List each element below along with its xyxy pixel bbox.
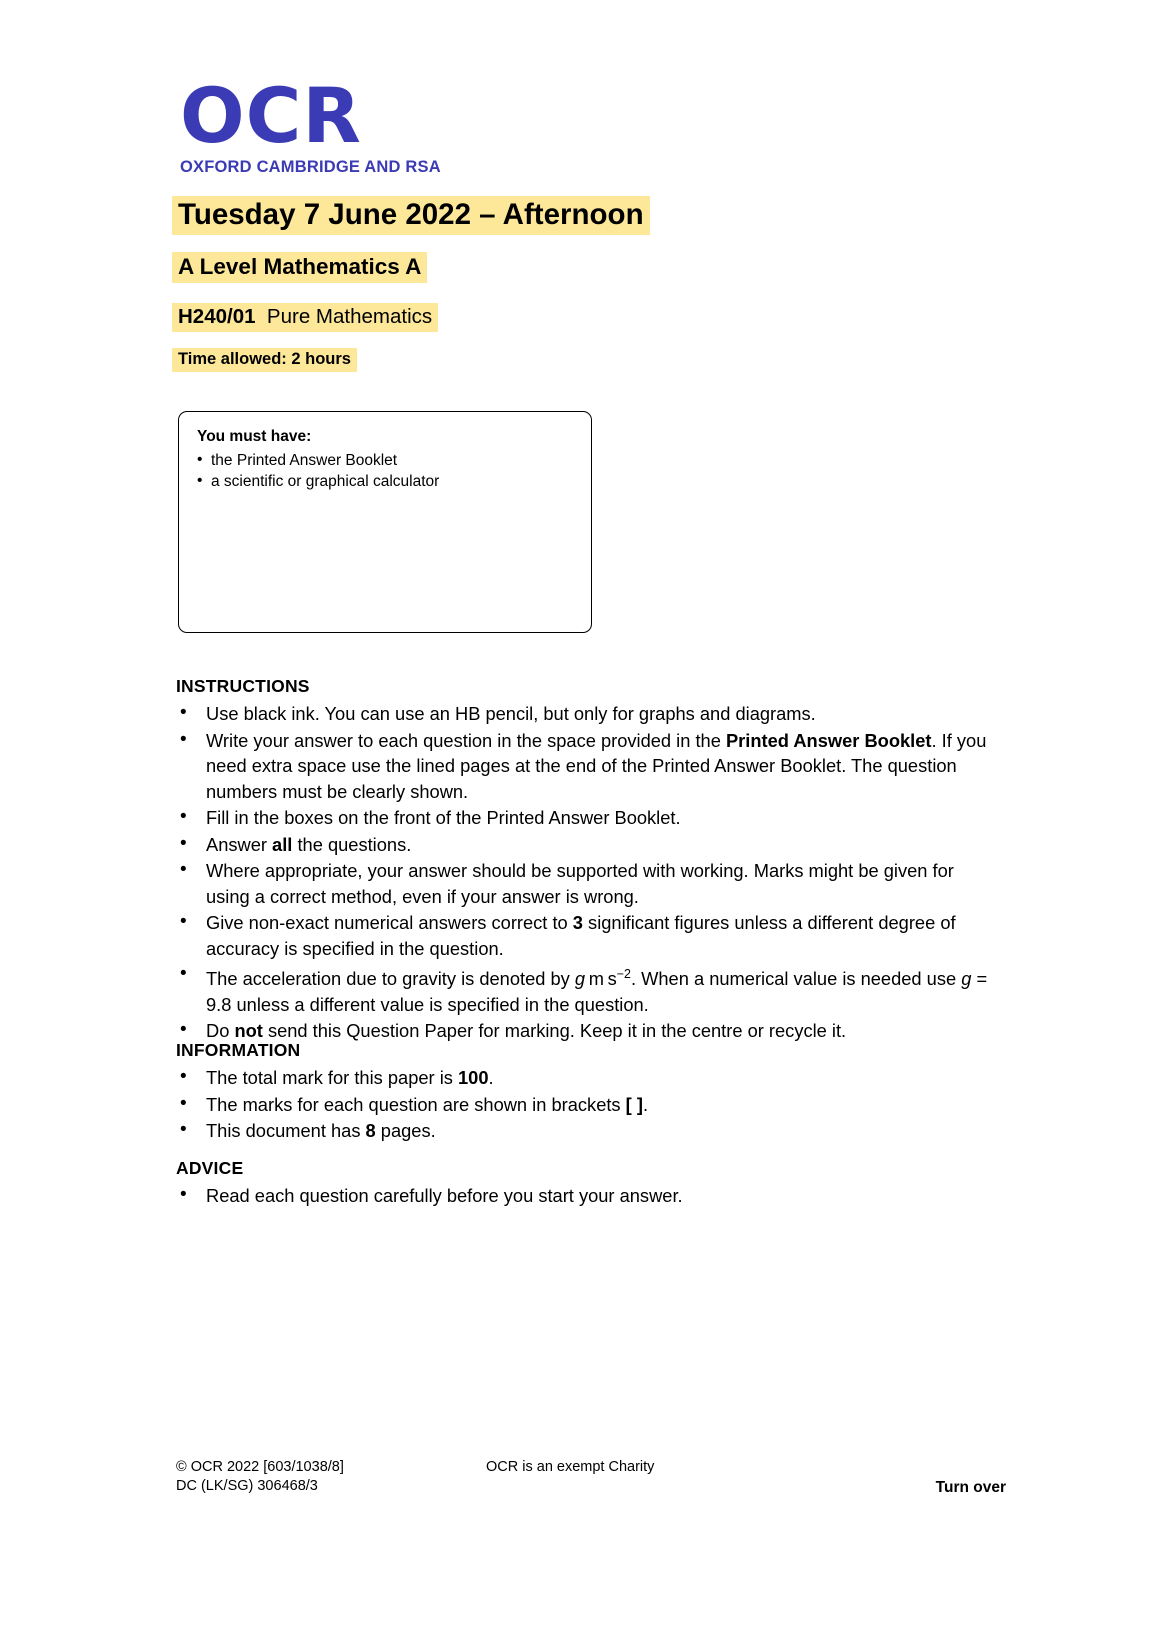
footer-left-block bbox=[176, 1458, 344, 1496]
list-item: • the Printed Answer Booklet bbox=[197, 450, 573, 471]
exam-time-allowed-text: Time allowed: 2 hours bbox=[172, 348, 357, 372]
footer-charity-note: OCR is an exempt Charity bbox=[486, 1459, 655, 1475]
ocr-logo-wordmark: OCR bbox=[180, 71, 362, 160]
list-item: • This document has 8 pages. bbox=[176, 1118, 996, 1144]
list-item: • Write your answer to each question in the space provided in the Printed Answer Booklet. If you need extra space use the lined pages at the end of the Printed Answer Booklet. The question numbers must be clearly shown. bbox=[176, 728, 996, 805]
exam-paper-line-inner bbox=[172, 303, 438, 332]
ocr-logo bbox=[180, 71, 600, 177]
advice-list bbox=[176, 1183, 996, 1209]
must-have-list bbox=[197, 450, 573, 492]
exam-qualification-text: A Level Mathematics A bbox=[172, 252, 427, 283]
list-item: • a scientific or graphical calculator bbox=[197, 471, 573, 492]
must-have-box bbox=[178, 411, 592, 633]
list-item: • Read each question carefully before you start your answer. bbox=[176, 1183, 996, 1209]
list-item: • Do not send this Question Paper for marking. Keep it in the centre or recycle it. bbox=[176, 1018, 996, 1044]
list-item: • The total mark for this paper is 100. bbox=[176, 1065, 996, 1091]
information-heading: INFORMATION bbox=[176, 1040, 301, 1060]
list-item: • The acceleration due to gravity is denoted by g m $s^{-2}$. When a numerical value is needed use g = 9.8 unless a different value is specified in the question. bbox=[176, 962, 996, 1017]
exam-date-session-text: Tuesday 7 June 2022 – Afternoon bbox=[172, 196, 650, 235]
ocr-logo-tagline: OXFORD CAMBRIDGE AND RSA bbox=[180, 158, 441, 176]
instructions-heading: INSTRUCTIONS bbox=[176, 676, 310, 696]
footer-copyright: © OCR 2022 [603/1038/8] bbox=[176, 1459, 344, 1475]
instructions-section bbox=[176, 676, 996, 1045]
exam-paper-line bbox=[172, 303, 438, 332]
exam-qualification bbox=[172, 252, 427, 283]
exam-paper-code: H240/01 bbox=[178, 305, 256, 328]
list-item: • The marks for each question are shown in brackets [ ]. bbox=[176, 1092, 996, 1118]
list-item: • Fill in the boxes on the front of the Printed Answer Booklet. bbox=[176, 805, 996, 831]
instructions-list bbox=[176, 701, 996, 1044]
information-section bbox=[176, 1040, 996, 1145]
advice-heading: ADVICE bbox=[176, 1158, 244, 1178]
list-item: • Use black ink. You can use an HB pencil, but only for graphs and diagrams. bbox=[176, 701, 996, 727]
footer-doc-ref: DC (LK/SG) 306468/3 bbox=[176, 1478, 318, 1494]
footer-turn-over: Turn over bbox=[935, 1479, 1006, 1496]
must-have-title: You must have: bbox=[197, 428, 312, 445]
list-item: • Give non-exact numerical answers correct to 3 significant figures unless a different degree of accuracy is specified in the question. bbox=[176, 910, 996, 961]
exam-paper-name: Pure Mathematics bbox=[266, 305, 433, 328]
list-item: • Answer all the questions. bbox=[176, 832, 996, 858]
exam-time-allowed bbox=[172, 348, 357, 372]
exam-date-session bbox=[172, 196, 650, 235]
list-item: • Where appropriate, your answer should be supported with working. Marks might be given for using a correct method, even if your answer is wrong. bbox=[176, 858, 996, 909]
advice-section bbox=[176, 1158, 996, 1210]
information-list bbox=[176, 1065, 996, 1144]
